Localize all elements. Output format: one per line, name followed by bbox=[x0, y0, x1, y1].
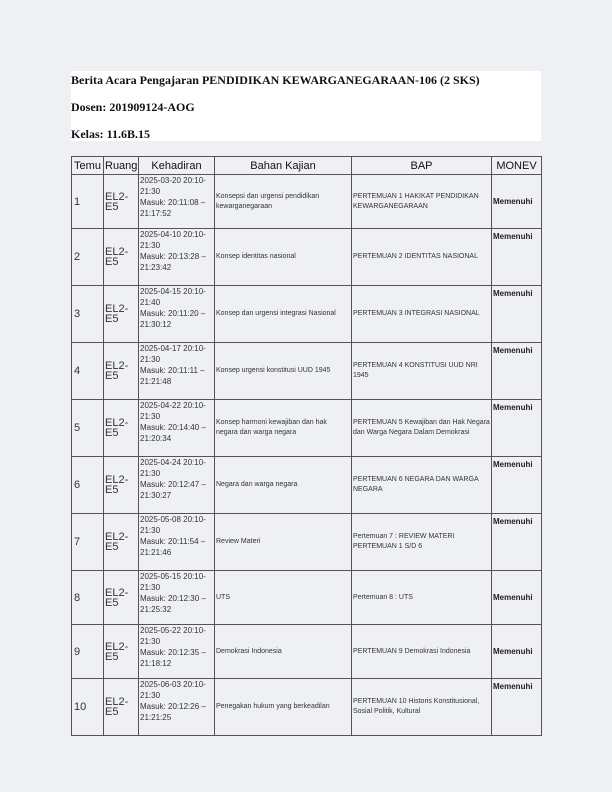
cell-monev: Memenuhi bbox=[492, 457, 542, 514]
attendance-time: Masuk: 20:12:35 – 21:18:12 bbox=[140, 648, 206, 668]
cell-kehadiran bbox=[139, 514, 215, 571]
column-header-kehadiran: Kehadiran bbox=[139, 157, 215, 175]
table-row bbox=[72, 679, 542, 736]
table-row bbox=[72, 571, 542, 625]
cell-ruang: EL2-E5 bbox=[104, 175, 139, 229]
cell-kehadiran bbox=[139, 229, 215, 286]
cell-ruang: EL2-E5 bbox=[104, 286, 139, 343]
cell-bahan-kajian: Negara dan warga negara bbox=[215, 457, 352, 514]
lecturer-info: Dosen: 201909124-AOG bbox=[71, 100, 195, 114]
cell-ruang: EL2-E5 bbox=[104, 400, 139, 457]
cell-ruang: EL2-E5 bbox=[104, 343, 139, 400]
cell-temu: 1 bbox=[72, 175, 104, 229]
cell-ruang: EL2-E5 bbox=[104, 229, 139, 286]
schedule-time: 2025-03-20 20:10-21:30 bbox=[140, 176, 206, 196]
schedule-time: 2025-04-22 20:10-21:30 bbox=[140, 401, 206, 421]
column-header-monev: MONEV bbox=[492, 157, 542, 175]
attendance-time: Masuk: 20:12:26 – 21:21:25 bbox=[140, 702, 206, 722]
cell-temu: 9 bbox=[72, 625, 104, 679]
column-header-bahan-kajian: Bahan Kajian bbox=[215, 157, 352, 175]
cell-monev: Memenuhi bbox=[492, 571, 542, 625]
cell-monev: Memenuhi bbox=[492, 400, 542, 457]
cell-monev: Memenuhi bbox=[492, 286, 542, 343]
cell-bahan-kajian: Konsep harmoni kewajiban dan hak negara dan warga negara bbox=[215, 400, 352, 457]
cell-temu: 2 bbox=[72, 229, 104, 286]
class-info: Kelas: 11.6B.15 bbox=[71, 127, 151, 141]
cell-bap: Pertemuan 7 : REVIEW MATERI PERTEMUAN 1 S/D 6 bbox=[352, 514, 492, 571]
schedule-time: 2025-04-15 20:10-21:40 bbox=[140, 287, 206, 307]
cell-temu: 8 bbox=[72, 571, 104, 625]
cell-temu: 10 bbox=[72, 679, 104, 736]
table-row bbox=[72, 175, 542, 229]
cell-ruang: EL2-E5 bbox=[104, 514, 139, 571]
attendance-time: Masuk: 20:13:28 – 21:23:42 bbox=[140, 252, 206, 272]
cell-temu: 5 bbox=[72, 400, 104, 457]
cell-temu: 7 bbox=[72, 514, 104, 571]
schedule-time: 2025-05-08 20:10-21:30 bbox=[140, 515, 206, 535]
document-header bbox=[71, 71, 541, 141]
attendance-time: Masuk: 20:11:54 – 21:21:46 bbox=[140, 537, 206, 557]
cell-temu: 6 bbox=[72, 457, 104, 514]
attendance-time: Masuk: 20:11:11 – 21:21:48 bbox=[140, 366, 205, 386]
cell-bap: Pertemuan 8 : UTS bbox=[352, 571, 492, 625]
table-row bbox=[72, 400, 542, 457]
table-row bbox=[72, 625, 542, 679]
cell-bahan-kajian: Konsep identitas nasional bbox=[215, 229, 352, 286]
cell-temu: 3 bbox=[72, 286, 104, 343]
schedule-time: 2025-05-22 20:10-21:30 bbox=[140, 626, 206, 646]
cell-temu: 4 bbox=[72, 343, 104, 400]
cell-monev: Memenuhi bbox=[492, 175, 542, 229]
column-header-temu: Temu bbox=[72, 157, 104, 175]
cell-bahan-kajian: Konsep urgensi konstitusi UUD 1945 bbox=[215, 343, 352, 400]
cell-ruang: EL2-E5 bbox=[104, 571, 139, 625]
attendance-time: Masuk: 20:11:08 – 21:17:52 bbox=[140, 198, 206, 218]
teaching-report-table bbox=[71, 156, 542, 736]
cell-monev: Memenuhi bbox=[492, 514, 542, 571]
cell-kehadiran bbox=[139, 625, 215, 679]
table-row bbox=[72, 514, 542, 571]
schedule-time: 2025-04-10 20:10-21:30 bbox=[140, 230, 206, 250]
table-header-row bbox=[72, 157, 542, 175]
table-row bbox=[72, 229, 542, 286]
cell-ruang: EL2-E5 bbox=[104, 457, 139, 514]
table-row bbox=[72, 286, 542, 343]
attendance-time: Masuk: 20:12:30 – 21:25:32 bbox=[140, 594, 206, 614]
cell-bahan-kajian: Review Materi bbox=[215, 514, 352, 571]
document-title: Berita Acara Pengajaran PENDIDIKAN KEWARGANEGARAAN-106 (2 SKS) bbox=[71, 73, 480, 87]
cell-ruang: EL2-E5 bbox=[104, 625, 139, 679]
attendance-time: Masuk: 20:11:20 – 21:30:12 bbox=[140, 309, 206, 329]
cell-bap: PERTEMUAN 4 KONSTITUSI UUD NRI 1945 bbox=[352, 343, 492, 400]
schedule-time: 2025-06-03 20:10-21:30 bbox=[140, 680, 206, 700]
cell-ruang: EL2-E5 bbox=[104, 679, 139, 736]
cell-bahan-kajian: Demokrasi Indonesia bbox=[215, 625, 352, 679]
cell-kehadiran bbox=[139, 679, 215, 736]
cell-bahan-kajian: Konsepsi dan urgensi pendidikan kewarganegaraan bbox=[215, 175, 352, 229]
schedule-time: 2025-05-15 20:10-21:30 bbox=[140, 572, 206, 592]
column-header-ruang: Ruang bbox=[104, 157, 139, 175]
cell-bap: PERTEMUAN 1 HAKIKAT PENDIDIKAN KEWARGANEGARAAN bbox=[352, 175, 492, 229]
cell-bap: PERTEMUAN 6 NEGARA DAN WARGA NEGARA bbox=[352, 457, 492, 514]
table-row bbox=[72, 457, 542, 514]
attendance-time: Masuk: 20:12:47 – 21:30:27 bbox=[140, 480, 206, 500]
cell-monev: Memenuhi bbox=[492, 229, 542, 286]
cell-monev: Memenuhi bbox=[492, 625, 542, 679]
cell-bap: PERTEMUAN 9 Demokrasi Indonesia bbox=[352, 625, 492, 679]
cell-kehadiran bbox=[139, 400, 215, 457]
cell-kehadiran bbox=[139, 457, 215, 514]
cell-monev: Memenuhi bbox=[492, 343, 542, 400]
cell-monev: Memenuhi bbox=[492, 679, 542, 736]
cell-bap: PERTEMUAN 3 INTEGRASI NASIONAL bbox=[352, 286, 492, 343]
cell-kehadiran bbox=[139, 343, 215, 400]
schedule-time: 2025-04-17 20:10-21:30 bbox=[140, 344, 206, 364]
cell-bap: PERTEMUAN 5 Kewajiban dan Hak Negara dan Warga Negara Dalam Demokrasi bbox=[352, 400, 492, 457]
cell-bap: PERTEMUAN 10 Historis Konstitusional, Sosial Politik, Kultural bbox=[352, 679, 492, 736]
cell-kehadiran bbox=[139, 571, 215, 625]
schedule-time: 2025-04-24 20:10-21:30 bbox=[140, 458, 206, 478]
cell-bahan-kajian: Konsep dan urgensi integrasi Nasional bbox=[215, 286, 352, 343]
column-header-bap: BAP bbox=[352, 157, 492, 175]
cell-kehadiran bbox=[139, 175, 215, 229]
table-row bbox=[72, 343, 542, 400]
cell-bahan-kajian: Penegakan hukum yang berkeadilan bbox=[215, 679, 352, 736]
cell-bahan-kajian: UTS bbox=[215, 571, 352, 625]
cell-kehadiran bbox=[139, 286, 215, 343]
cell-bap: PERTEMUAN 2 IDENTITAS NASIONAL bbox=[352, 229, 492, 286]
attendance-time: Masuk: 20:14:40 – 21:20:34 bbox=[140, 423, 206, 443]
